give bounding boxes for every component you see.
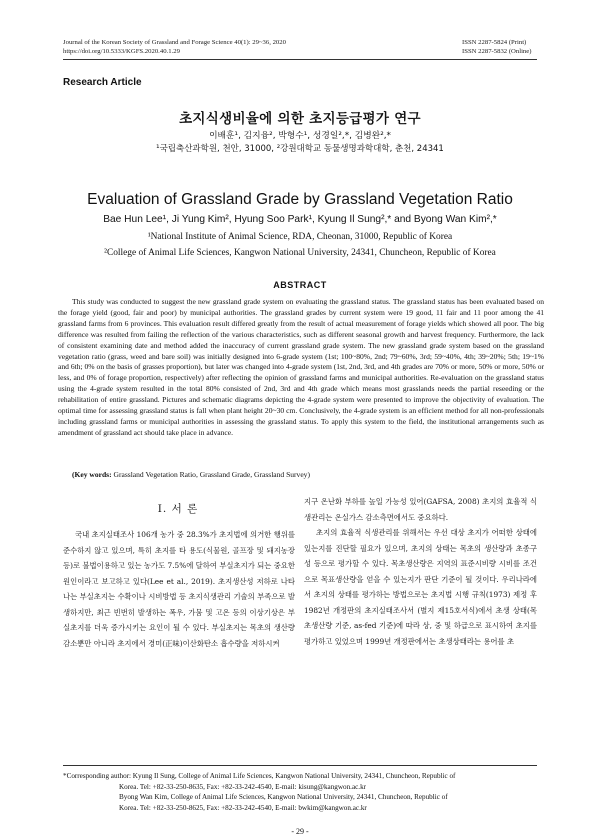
article-type: Research Article [63,77,142,88]
header-rule [63,59,537,60]
english-title: Evaluation of Grassland Grade by Grassland Vegetation Ratio [87,191,513,208]
body-column-left [63,527,295,651]
keywords [72,470,542,480]
footnote-line: Byong Wan Kim, College of Animal Life Sciences, Kangwon National University, 24341, Chuncheon, Republic of [119,793,448,802]
english-affiliation-1: ¹National Institute of Animal Science, RDA, Cheonan, 31000, Republic of Korea [147,232,453,242]
intro-paragraph-1-cont: 지구 온난화 부하를 높일 가능성 있어(GAFSA, 2008) 초지의 효율적 식생관리는 온실가스 감소측면에서도 중요하다. [304,497,537,522]
english-affiliation-2: ²College of Animal Life Sciences, Kangwon National University, 24341, Chuncheon, Republic of Korea [104,248,496,258]
keywords-list: Grassland Vegetation Ratio, Grassland Grade, Grassland Survey) [113,470,310,479]
footnote-rule [63,765,537,766]
body-column-right [304,494,537,649]
keywords-label: (Key words: [72,470,112,479]
korean-title: 초지식생비율에 의한 초지등급평가 연구 [179,111,421,127]
issn-print: ISSN 2287-5824 (Print) [462,39,527,46]
journal-citation: Journal of the Korean Society of Grassland and Forage Science 40(1): 29~36, 2020 [63,39,286,46]
corresponding-author-footnote [63,771,541,813]
korean-authors: 이배훈¹, 김지융², 박형수¹, 성경일²,*, 김병완²,* [209,131,391,141]
section-heading-introduction: Ⅰ. 서 론 [157,503,199,515]
intro-paragraph-1: 국내 초지실태조사 106개 농가 중 28.3%가 초지법에 의거한 행위를 준수하지 않고 있으며, 특히 초지를 타 용도(식물원, 골프장 및 돼지농장 등)로 불법이용하고 있는 농가도 7.5%에 달하여 부실초지가 되는 중요한 원인이라고 보고하고 있다(Lee et al., 2019). 초지생산성 저하로 나타나는 부실초지는 수확이나 시비방법 등 초지식생관리 기술의 부족으로 발생하지만, 최근 빈번히 발생하는 폭우, 가뭄 및 고온 등의 이상기상은 부실초지를 더욱 증가시키는 요인이 될 수 있다. 부실초지는 목초의 생산량 감소뿐만 아니라 초지에서 경미(正味)이산화탄소 흡수량을 저하시켜 [63,530,295,648]
page-number: - 29 - [291,827,309,836]
english-authors: Bae Hun Lee¹, Ji Yung Kim², Hyung Soo Park¹, Kyung Il Sung²,* and Byong Wan Kim²,* [103,214,497,225]
korean-affiliations: ¹국립축산과학원, 천안, 31000, ²강원대학교 동물생명과학대학, 춘천, 24341 [156,144,444,154]
journal-header [63,38,286,56]
footnote-line: *Corresponding author: Kyung Il Sung, College of Animal Life Sciences, Kangwon National University, 24341, Chuncheon, Republic of [63,772,456,780]
doi-link[interactable]: https://doi.org/10.5333/KGFS.2020.40.1.29 [63,48,180,55]
issn-online: ISSN 2287-5832 (Online) [462,48,532,55]
intro-paragraph-2: 초지의 효율적 식생관리를 위해서는 우선 대상 초지가 어떠한 상태에 있는지를 진단할 필요가 있으며, 초지의 상태는 목초의 생산량과 초종구성 등으로 평가할 수 있다. 목초생산량은 지역의 표준시비량 시비를 조건으로 목표생산량을 얻을 수 있는지가 판단 기준이 될 것이다. 우리나라에서 초지의 상태를 평가하는 방법으로는 초지법 시행 규칙(1973) 제정 후 1982년 개정판의 초지실태조사서 (별지 제15호서식)에서 초생 상태(목초생산량 기준, as-fed 기준)에 따라 상, 중 및 하급으로 표시하여 초지를 평가하고 있었으며 1999년 개정판에서는 초생상태라는 용어를 초 [304,528,537,646]
footnote-line: Korea. Tel: +82-33-250-8635, Fax: +82-33-242-4540, E-mail: kisung@kangwon.ac.kr [119,782,367,791]
abstract-heading: ABSTRACT [273,280,327,290]
issn-block [462,38,531,56]
footnote-line: Korea. Tel: +82-33-250-8625, Fax: +82-33-242-4540, E-mail: bwkim@kangwon.ac.kr [119,803,367,812]
abstract-text: This study was conducted to suggest the new grassland grade system on evaluating the grassland status. The grassland status has been evaluated based on the forage yield (good, fair and poor) by municipal authorities. The grassland grades by current system were 19 good, 11 fair and 11 poor among the 41 grassland farms from 6 provinces. This evaluation result differed greatly from the result of actual measurement of forage yields which showed all poor. The big difference was resulted from failing the reflection of the various characteristics, such as different seasonal growth and harvest frequency. Furthermore, the lack of consistent examining date and method added the inaccuracy of current grassland grade system. The new grassland grade system based on the grassland vegetation ratio (grass, weed and bare soil) was initially designed into 6-grade system (1st; 100~80%, 2nd; 79~60%, 3rd; 59~40%, 4th; 39~20%; 5th; 19~1% and 6th; 0% on the basis of grasses proportion), but later was changed into 4-grade system (1st, 2nd, 3rd, and 4th grades are 70% or more, 50% or more, 50% or less, and 0% of forage proportion, respectively) after reflecting the opinion of grassland farms and municipal authorities. Re-evaluation on the grassland status using the 4-grade system resulted in the total 80% consisted of 2nd, 3rd and 4th grade which means most grasslands needs the partial reseeding or the rehabilitation of entire grassland. Pictures and schematic diagrams depicting the 4-grade system were presented to improve the objectivity of evaluation. The optimal time for assessing grassland status is fall when plant height 20~30 cm. Conclusively, the 4-grade system is an efficient method for all non-professionals including grassland farms or municipal authorities in assessing the grassland status. To apply this system to the field, the institutional arrangements such as amendment of grassland act should take place in advance. [58,297,544,437]
